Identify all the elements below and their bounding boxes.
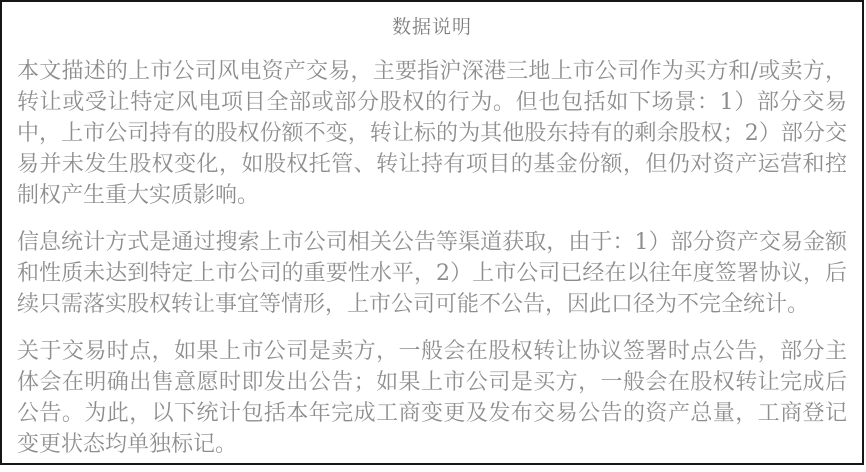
page-title: 数据说明 bbox=[391, 16, 472, 38]
paragraph-transaction-definition: 本文描述的上市公司风电资产交易，主要指沪深港三地上市公司作为买方和/或卖方，转让或受让特定风电项目全部或部分股权的行为。但也包括如下场景：1）部分交易中，上市公司持有的股权份额不变，转让标的为其他股东持有的剩余股权；2）部分交易并未发生股权变化，如股权托管、转让持有项目的基金份额，但仍对资产运营和控制权产生重大实质影响。 bbox=[17, 59, 847, 208]
paragraph-disclosure-timing: 关于交易时点，如果上市公司是卖方，一般会在股权转让协议签署时点公告，部分主体会在明确出售意愿时即发出公告；如果上市公司是买方，一般会在股权转让完成后公告。为此，以下统计包括本年完成工商变更及发布交易公告的资产总量，工商登记变更状态均单独标记。 bbox=[17, 339, 847, 457]
panel-body bbox=[17, 56, 847, 460]
paragraph-statistics-method: 信息统计方式是通过搜索上市公司相关公告等渠道获取，由于：1）部分资产交易金额和性质未达到特定上市公司的重要性水平，2）上市公司已经在以往年度签署协议，后续只需落实股权转让事宜等情形，上市公司可能不公告，因此口径为不完全统计。 bbox=[17, 230, 847, 317]
